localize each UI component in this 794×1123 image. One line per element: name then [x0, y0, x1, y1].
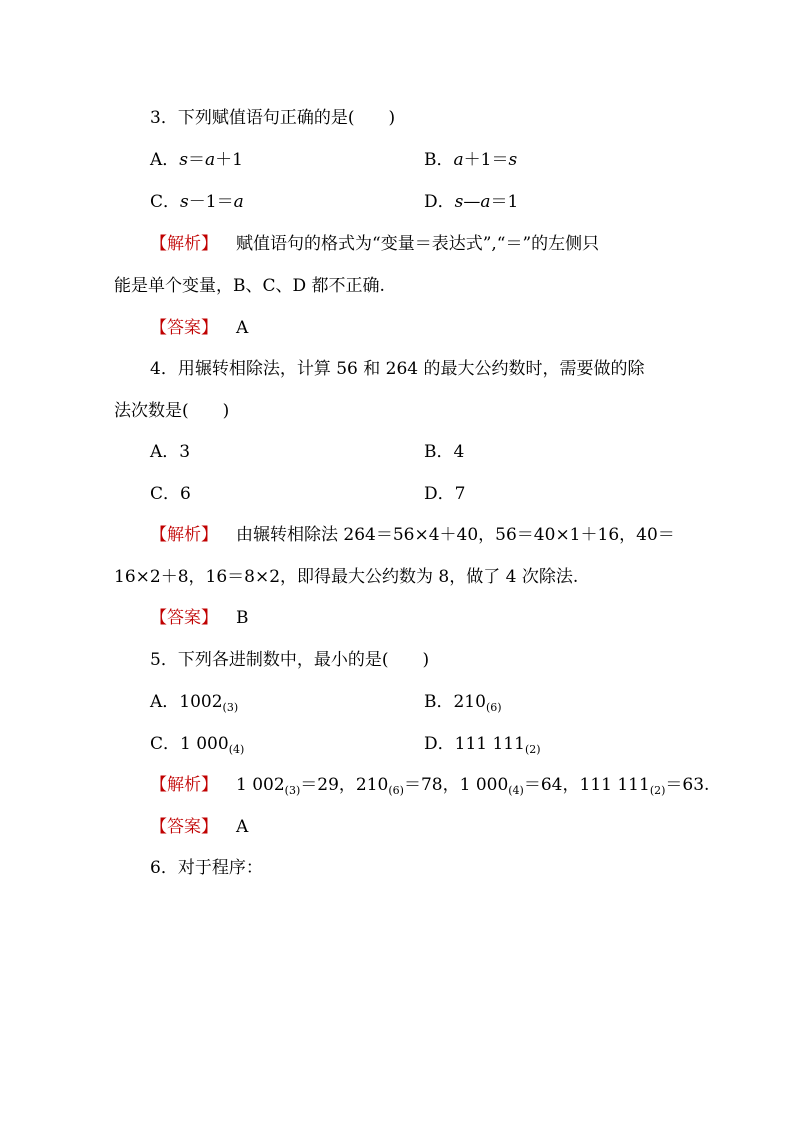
q4-option-c: C．6: [150, 484, 191, 504]
answer-value: A: [236, 318, 249, 338]
variable: s: [180, 192, 189, 212]
q3-stem: 3．下列赋值语句正确的是( ): [150, 108, 396, 128]
option-text: A．1002: [150, 692, 223, 712]
analysis-tag: 【解析】: [150, 234, 218, 254]
option-label: C．: [150, 192, 181, 212]
answer-tag: 【答案】: [150, 608, 218, 628]
analysis-tag: 【解析】: [150, 775, 218, 795]
variable: a: [205, 150, 216, 170]
operator: ＋1＝: [463, 150, 509, 170]
option-text: B．210: [424, 692, 486, 712]
q3-option-b: [424, 149, 517, 171]
q4-stem-line1: 4．用辗转相除法，计算 56 和 264 的最大公约数时，需要做的除: [150, 359, 645, 379]
operator: ＝: [188, 150, 206, 170]
number: 210: [355, 775, 389, 795]
analysis-text: 赋值语句的格式为“变量＝表达式”,“＝”的左侧只: [236, 234, 600, 254]
q3-option-a: [150, 149, 243, 171]
base-subscript: (3): [284, 784, 301, 797]
q4-answer: [150, 607, 249, 629]
variable: a: [480, 192, 491, 212]
q5-option-d: [424, 733, 541, 755]
answer-value: A: [236, 817, 249, 837]
q5-answer: [150, 816, 248, 838]
base-subscript: (2): [649, 784, 666, 797]
q5-option-a: [150, 691, 238, 713]
q4-option-d: D．7: [424, 484, 466, 504]
option-label: D．: [424, 192, 455, 212]
option-text: D．111 111: [424, 734, 525, 754]
analysis-text: 由辗转相除法 264＝56×4＋40，56＝40×1＋16，40＝: [236, 525, 675, 545]
option-text: C．1 000: [150, 734, 229, 754]
base-subscript: (6): [388, 784, 404, 797]
operator: —: [463, 192, 481, 212]
base-subscript: (4): [228, 743, 245, 756]
variable: s: [454, 192, 464, 212]
q3-option-c: [150, 191, 244, 213]
q5-option-b: [424, 691, 502, 713]
base-subscript: (2): [524, 743, 541, 756]
q4-stem-line2: 法次数是( ): [114, 401, 230, 421]
q3-analysis-line1: [150, 233, 599, 255]
base-subscript: (3): [222, 701, 239, 714]
variable: a: [233, 192, 244, 212]
q4-option-b: B．4: [424, 442, 465, 462]
q4-option-a: A．3: [150, 442, 191, 462]
answer-value: B: [236, 608, 249, 628]
option-label: B．: [424, 150, 454, 170]
number: 1 002: [236, 775, 285, 795]
q5-analysis: [150, 774, 709, 796]
number: 111 111: [579, 775, 650, 795]
answer-tag: 【答案】: [150, 318, 218, 338]
value: ＝78，: [403, 775, 460, 795]
variable: s: [508, 150, 518, 170]
q3-option-d: [424, 191, 518, 213]
base-subscript: (4): [508, 784, 524, 797]
q5-stem: 5．下列各进制数中，最小的是( ): [150, 650, 430, 670]
value: ＝63.: [665, 775, 710, 795]
q4-analysis-line2: 16×2＋8，16＝8×2，即得最大公约数为 8，做了 4 次除法.: [114, 567, 579, 587]
option-label: A．: [150, 150, 180, 170]
q3-answer: [150, 317, 248, 339]
operator: ＝1: [490, 192, 519, 212]
operator: ＋1: [215, 150, 243, 170]
q6-stem: 6．对于程序：: [150, 858, 263, 878]
analysis-tag: 【解析】: [150, 525, 218, 545]
value: ＝64，: [523, 775, 580, 795]
base-subscript: (6): [485, 701, 502, 714]
answer-tag: 【答案】: [150, 817, 218, 837]
q4-analysis-line1: [150, 524, 675, 546]
value: ＝29，: [300, 775, 356, 795]
variable: a: [453, 150, 464, 170]
number: 1 000: [459, 775, 509, 795]
operator: －1＝: [188, 192, 234, 212]
q5-option-c: [150, 733, 244, 755]
q3-analysis-line2: 能是单个变量，B、C、D 都不正确.: [114, 276, 385, 296]
variable: s: [179, 150, 189, 170]
